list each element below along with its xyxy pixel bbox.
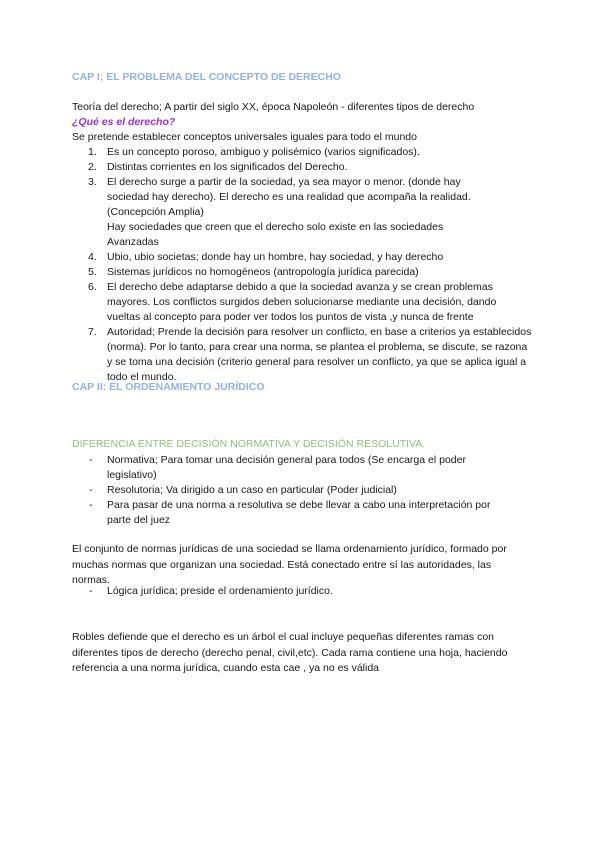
list-item-text: Para pasar de una norma a resolutiva se debe llevar a cabo una interpretación por parte del juez (107, 499, 491, 526)
list-item-note: Hay sociedades que creen que el derecho solo existe en las sociedades Avanzadas (107, 221, 444, 248)
list-item-text: Distintas corrientes en los significados del Derecho. (107, 161, 348, 173)
question-line: ¿Qué es el derecho? (72, 116, 176, 128)
chapter2-subheading: DIFERENCIA ENTRE DECISIÓN NORMATIVA Y DECISIÓN RESOLUTIVA. (72, 438, 426, 450)
list-item (72, 498, 517, 528)
dash-bullet: - (89, 585, 93, 597)
list-item (72, 160, 532, 175)
ordenamiento-paragraph: El conjunto de normas jurídicas de una sociedad se llama ordenamiento jurídico, formado por muchas normas que organizan una sociedad. Está conectado entre sí las autoridades, las normas. (72, 543, 507, 586)
robles-paragraph: Robles defiende que el derecho es un árbol el cual incluye pequeñas diferentes ramas con diferentes tipos de derecho (derecho penal, civil,etc). Cada rama contiene una hoja, haciendo referencia a una norma jurídica, cuando esta cae , ya no es válida (72, 631, 508, 674)
dash-bullet: - (89, 484, 93, 496)
list-item-text: Autoridad; Prende la decisión para resolver un conflicto, en base a criterios ya establecidos (norma). Por lo tanto, para crear una norma, se plantea el problema, se discute, se razona y se toma una decisión (criterio general para resolver un conflicto, ya que se aplica igual a todo el mundo. (107, 326, 532, 383)
list-item (72, 453, 517, 483)
list-number: 5. (88, 266, 97, 278)
chapter2-bullet-list (72, 453, 532, 528)
list-item (72, 175, 497, 220)
list-number: 6. (88, 281, 97, 293)
dash-bullet: - (89, 454, 93, 466)
intro-line: Teoría del derecho; A partir del siglo XX, época Napoleón - diferentes tipos de derecho (72, 101, 475, 113)
list-item (72, 250, 532, 265)
list-item-text: Lógica jurídica; preside el ordenamiento jurídico. (107, 585, 333, 597)
list-item-text: Resolutoria; Va dirigido a un caso en particular (Poder judicial) (107, 484, 397, 496)
list-item-text: Normativa; Para tomar una decisión general para todos (Se encarga el poder legislativo) (107, 454, 466, 481)
list-item-text: El derecho debe adaptarse debido a que la sociedad avanza y se crean problemas mayores. Los conflictos surgidos deben solucionarse mediante una decisión, dando vueltas al concepto para poder ver todos los puntos de vista ,y nunca de frente (107, 281, 497, 323)
list-item (72, 265, 532, 280)
dash-bullet: - (89, 499, 93, 511)
logica-bullet (72, 584, 527, 599)
list-item-text: El derecho surge a partir de la sociedad, ya sea mayor o menor. (donde hay sociedad hay derecho). El derecho es una realidad que acompaña la realidad. (Concepción Amplia) (107, 176, 471, 218)
list-number: 1. (88, 146, 97, 158)
list-item (72, 483, 532, 498)
list-item (72, 325, 532, 385)
list-item-text: Ubio, ubio societas; donde hay un hombre, hay sociedad, y hay derecho (107, 251, 444, 263)
chapter1-numbered-list (72, 145, 532, 385)
list-number: 7. (88, 326, 97, 338)
list-item-text: Sistemas jurídicos no homogéneos (antropología jurídica parecida) (107, 266, 419, 278)
statement-line: Se pretende establecer conceptos universales iguales para todo el mundo (72, 131, 417, 143)
list-number: 2. (88, 161, 97, 173)
list-item (72, 280, 532, 325)
chapter1-heading: CAP I; EL PROBLEMA DEL CONCEPTO DE DERECHO (72, 71, 341, 83)
list-number: 3. (88, 176, 97, 188)
chapter2-heading: CAP II: EL ORDENAMIENTO JURÍDICO (72, 381, 265, 393)
document-page (72, 0, 532, 674)
list-item-text: Es un concepto poroso, ambiguo y polisémico (varios significados). (107, 146, 420, 158)
list-number: 4. (88, 251, 97, 263)
list-item (72, 145, 532, 160)
